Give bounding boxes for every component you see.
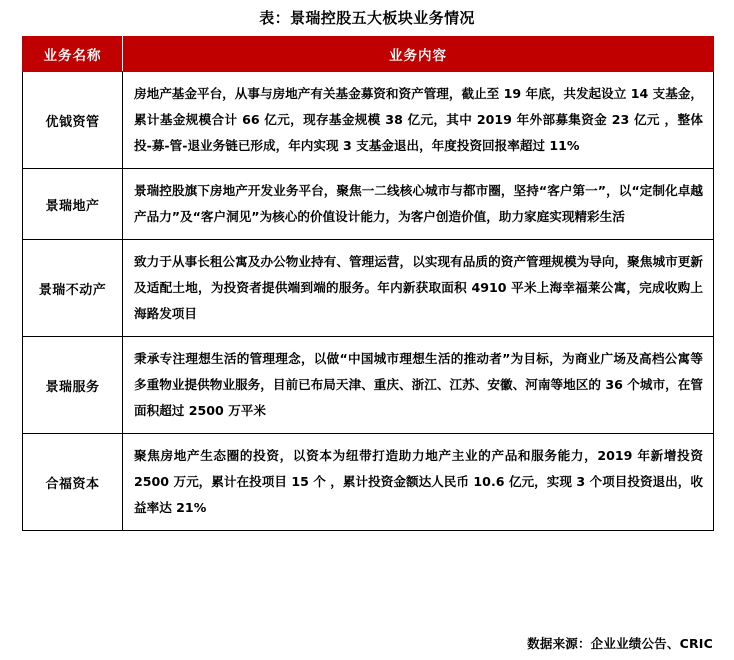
cell-business-name: 合福资本 [23,434,123,531]
business-content-text: 景瑞控股旗下房地产开发业务平台，聚焦一二线核心城市与都市圈，坚持“客户第一”，以“定制化卓越产品力”及“客户洞见”为核心的价值设计能力，为客户创造价值，助力家庭实现精彩生活 [134,183,703,224]
cell-business-name: 景瑞地产 [23,169,123,240]
table-row [23,72,714,169]
cell-business-content [123,169,714,240]
table-header-row [23,37,714,72]
table-row [23,169,714,240]
cell-business-name: 景瑞服务 [23,337,123,434]
business-segments-table-wrapper [22,36,713,531]
table-row [23,240,714,337]
table-row [23,434,714,531]
table-body [23,72,714,531]
column-header-business-name: 业务名称 [23,37,123,72]
cell-business-name: 优钺资管 [23,72,123,169]
cell-business-name: 景瑞不动产 [23,240,123,337]
cell-business-content [123,434,714,531]
table-row [23,337,714,434]
page-title: 表：景瑞控股五大板块业务情况 [259,9,475,27]
table-header [23,37,714,72]
business-content-text: 聚焦房地产生态圈的投资，以资本为纽带打造助力地产主业的产品和服务能力，2019 年新增投资 2500 万元，累计在投项目 15 个 ，累计投资金额达人民币 10.6 亿元，实现 3 个项目投资退出，收益率达 21% [134,448,703,515]
data-source-note: 数据来源：企业业绩公告、CRIC [527,636,713,651]
cell-business-content [123,337,714,434]
business-content-text: 房地产基金平台，从事与房地产有关基金募资和资产管理，截止至 19 年底，共发起设立 14 支基金，累计基金规模合计 66 亿元，现存基金规模 38 亿元，其中 2019 年外部募集资金 23 亿元 ，整体投-募-管-退业务链已形成，年内实现 3 支基金退出，年度投资回报率超过 11% [134,86,703,153]
cell-business-content [123,72,714,169]
column-header-business-content: 业务内容 [123,37,714,72]
business-content-text: 致力于从事长租公寓及办公物业持有、管理运营，以实现有品质的资产管理规模为导向，聚焦城市更新及适配土地，为投资者提供端到端的服务。年内新获取面积 4910 平米上海幸福莱公寓，完成收购上海路发项目 [134,254,703,321]
business-segments-table [22,36,714,531]
cell-business-content [123,240,714,337]
business-content-text: 秉承专注理想生活的管理理念，以做“中国城市理想生活的推动者”为目标，为商业广场及高档公寓等多重物业提供物业服务，目前已布局天津、重庆、浙江、江苏、安徽、河南等地区的 36 个城市，在管面积超过 2500 万平米 [134,351,703,418]
